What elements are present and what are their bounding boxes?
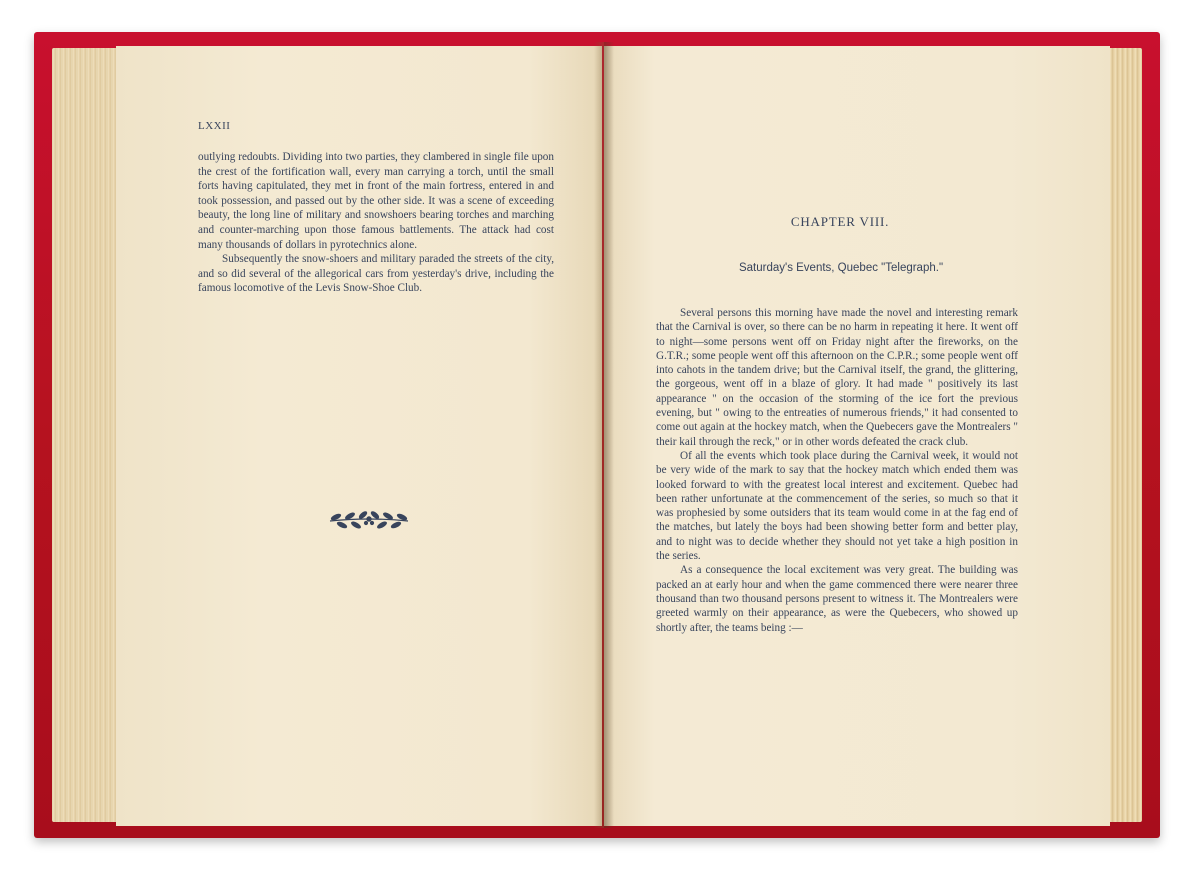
book-gutter: [594, 42, 614, 828]
right-paragraph: As a consequence the local excitement was very great. The building was packed an at early hour and when the game commenced there were nearer three thousand than two thousand persons present to witness it. The Montrealers were greeted warmly on their appearance, as were the Quebecers, who showed up shortly after, the teams being :—: [656, 564, 1018, 634]
left-page-body: [198, 150, 554, 296]
section-heading: Saturday's Events, Quebec "Telegraph.": [738, 262, 944, 274]
page-number: LXXII: [198, 120, 231, 132]
left-page-edges: [52, 48, 118, 822]
left-paragraph: outlying redoubts. Dividing into two parties, they clambered in single file upon the crest of the fortification wall, every man carrying a torch, until the small forts having capitulated, they met in front of the main fortress, entered in and took possession, and passed out by the other side. It was a scene of exceeding beauty, the long line of military and snowshoers bearing torches and marching and counter-marching upon those famous battlements. The attack had cost many thousands of dollars in pyrotechnics alone.: [198, 151, 554, 251]
chapter-title: CHAPTER VIII.: [790, 214, 890, 229]
right-paragraph: Of all the events which took place during the Carnival week, it would not be very wide of the mark to say that the hockey match which ended them was looked forward to with the greatest local interest and excitement. Quebec had been rather unfortunate at the commencement of the series, so much so that it was prophesied by some outsiders that its team would come in at the fag end of the matches, but lately the boys had been showing better form and better play, and to night was to decide whether they should not yet take a high position in the series.: [656, 449, 1018, 563]
floral-ornament-icon: [322, 508, 416, 534]
right-paragraph: Several persons this morning have made the novel and interesting remark that the Carnival is over, so there can be no harm in repeating it here. It went off to night—some persons went off on Friday night after the fireworks, on the G.T.R.; some people went off this afternoon on the C.P.R.; some people went off into cahots in the tandem drive; but the Carnival itself, the grand, the glittering, the gorgeous, went off in a blaze of glory. It had made " positively its last appearance " on the occasion of the storming of the ice fort the previous evening, but " owing to the entreaties of numerous friends," it had consented to come out again at the hockey match, when the Quebecers gave the Montrealers " their kail through the reck," or in other words defeated the crack club.: [656, 307, 1018, 448]
left-paragraph: Subsequently the snow-shoers and military paraded the streets of the city, and so did several of the allegorical cars from yesterday's drive, including the famous locomotive of the Levis Snow-Shoe Club.: [198, 253, 554, 295]
right-page-body: [656, 306, 1018, 635]
